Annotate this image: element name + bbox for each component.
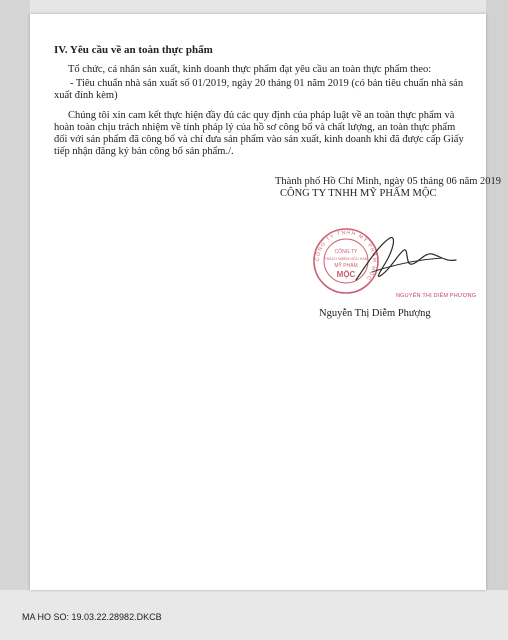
photo-right-edge [486,0,508,640]
paragraph-1: Tổ chức, cá nhân sản xuất, kinh doanh thực phẩm đạt yêu cầu an toàn thực phẩm theo: [68,64,432,75]
paragraph-2-line-1: - Tiêu chuẩn nhà sản xuất số 01/2019, ngày 20 tháng 01 năm 2019 (có bản tiêu chuẩn nhà sản [70,78,464,89]
section-heading: IV. Yêu cầu về an toàn thực phẩm [54,44,213,56]
stamp-center-line-1: CÔNG TY [334,249,358,255]
handwritten-signature [350,232,460,288]
stamp-center-line-3: MỸ PHẨM [334,263,358,269]
paragraph-3-line-1: Chúng tôi xin cam kết thực hiện đầy đủ các quy định của pháp luật về an toàn thực phẩm và [68,110,455,121]
place-and-date: Thành phố Hồ Chí Minh, ngày 05 tháng 06 năm 2019 [275,176,502,187]
file-code: MA HO SO: 19.03.22.28982.DKCB [22,612,162,622]
signer-name: Nguyễn Thị Diễm Phượng [319,308,431,319]
paragraph-3-line-3: đối với sản phẩm đã công bố và chỉ đưa sản phẩm vào sản xuất, kinh doanh khi đã được cấp Giấy [54,134,464,145]
paragraph-2-line-2: xuất đính kèm) [54,90,118,101]
company-name: CÔNG TY TNHH MỸ PHẨM MỘC [280,188,437,199]
stamp-center-line-2: TRÁCH NHIỆM HỮU HẠN [324,257,368,261]
photo-left-edge [0,0,30,640]
signer-name-stamp: NGUYỄN THỊ DIỄM PHƯỢNG [396,293,477,299]
photo-top-edge [0,0,508,14]
stamp-ring-text: CÔNG TY TNHH MỸ PHẨM MỘC [314,229,378,282]
stamp-center-line-4: MỘC [336,270,356,279]
paragraph-3-line-4: tiếp nhận đăng ký bản công bố sản phẩm./. [54,146,234,157]
document-page [30,14,502,590]
paragraph-3-line-2: hoàn toàn chịu trách nhiệm về tính pháp lý của hồ sơ công bố và chất lượng, an toàn thực phẩm [54,122,456,133]
